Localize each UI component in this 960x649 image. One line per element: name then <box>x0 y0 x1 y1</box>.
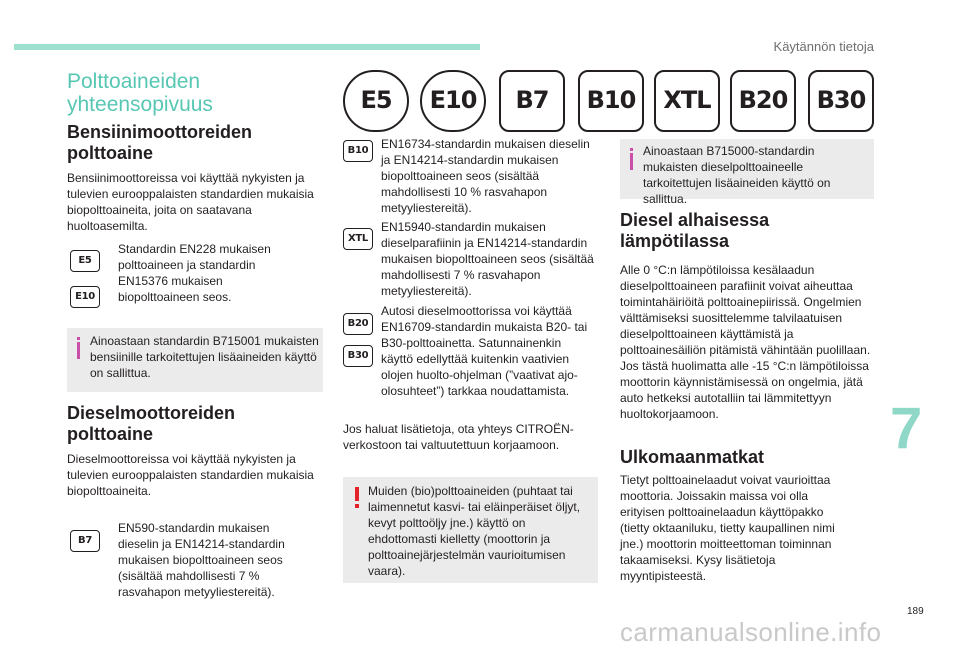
b20-b30-text: Autosi dieselmoottorissa voi käyttää EN16709-standardin mukaista B20- tai B30-polttoainetta. Satunnainenkin käyttö edellyttää kuitenkin vaativien olojen huolto-ohjelman (”vaativat ajo-olosuhteet”) tarkkaa noudattamista. <box>381 304 588 398</box>
fuel-badge-e10: E10 <box>420 70 486 132</box>
fuel-badge-b10: B10 <box>578 70 644 132</box>
b10-text: EN16734-standardin mukaisen dieselin ja EN14214-standardin mukaisen biopolttoaineen seos (sisältää mahdollisesti 10 % rasvahapon metyyliestereitä). <box>381 137 590 215</box>
diesel-intro: Dieselmoottoreissa voi käyttää nykyisten ja tulevien eurooppalaisten standardien mukaisia biopolttoaineita. <box>67 452 314 498</box>
info-icon <box>630 153 633 170</box>
warning-text: Muiden (bio)polttoaineiden (puhtaat tai laimennetut kasvi- tai eläinperäiset öljyt, kevyt polttoöljy jne.) käyttö on ehdottomasti kielletty (moottorin ja polttoainejärjestelmän vaurioitumisen vaara). <box>368 484 581 578</box>
fuel-badge-b20: B20 <box>730 70 796 132</box>
diesel-heading: Dieselmoottoreiden polttoaine <box>67 403 236 444</box>
low-temp-text: Alle 0 °C:n lämpötiloissa kesälaadun dieselpolttoaineen parafiinit voivat aiheuttaa toimintahäiriöitä polttoainepiirissä. Ongelmien välttämiseksi suosittelemme talvilaatuisen dieselpolttoaineen käyttämistä ja polttoainesäiliön pitämistä vähintään puolillaan. Jos tästä huolimatta alle -15 °C:n lämpötiloissa moottorin käynnistämisessä on ongelmia, jätä auto hetkeksi autotalliin tai lämmitettyyn huoltokorjaamoon. <box>620 263 871 421</box>
badge-b20: B20 <box>343 313 373 335</box>
warning-note <box>343 477 598 583</box>
badge-xtl: XTL <box>343 228 373 250</box>
badge-e10: E10 <box>70 286 100 308</box>
petrol-intro: Bensiinimoottoreissa voi käyttää nykyisten ja tulevien eurooppalaisten standardien mukaisia biopolttoaineita, joita on saatavana huoltoasemilta. <box>67 171 314 233</box>
petrol-badge-text: Standardin EN228 mukaisen polttoaineen ja standardin EN15376 mukaisen biopolttoaineen seos. <box>118 242 271 304</box>
petrol-heading: Bensiinimoottoreiden polttoaine <box>67 122 253 163</box>
watermark: carmanualsonline.info <box>620 617 882 647</box>
petrol-note <box>67 328 323 392</box>
abroad-text: Tietyt polttoainelaadut voivat vaurioittaa moottoria. Joissakin maissa voi olla erityisen polttoainelaadun käyttöpakko (tietty oktaaniluku, tietty kaupallinen nimi jne.) moottorin moitteettoman toiminnan takaamiseksi. Kysy lisätietoja myyntipisteestä. <box>620 473 835 583</box>
warning-icon <box>355 487 359 501</box>
xtl-text: EN15940-standardin mukaisen dieselparafiinin ja EN14214-standardin mukaisen biopolttoaineen seos (sisältää mahdollisesti 7 % rasvahapon metyyliestereitä). <box>381 220 594 298</box>
diesel-note <box>620 139 874 206</box>
fuel-badge-e5: E5 <box>343 70 409 132</box>
fuel-badge-b7: B7 <box>499 70 565 132</box>
page-title: Polttoaineiden yhteensopivuus <box>67 70 213 116</box>
info-icon <box>77 342 80 359</box>
petrol-note-text: Ainoastaan standardin B715001 mukaisten bensiinille tarkoitettujen lisäaineiden käyttö on sallittua. <box>90 334 319 380</box>
low-temp-heading: Diesel alhaisessa lämpötilassa <box>620 210 770 251</box>
contact-text: Jos haluat lisätietoja, ota yhteys CITROËN-verkostoon tai valtuutettuun korjaamoon. <box>343 422 574 452</box>
badge-e5: E5 <box>70 250 100 272</box>
badge-b7: B7 <box>70 530 100 552</box>
diesel-note-text: Ainoastaan B715000-standardin mukaisten dieselpolttoaineelle tarkoitettujen lisäaineiden käyttö on sallittua. <box>643 144 831 206</box>
fuel-badge-xtl: XTL <box>654 70 720 132</box>
abroad-heading: Ulkomaanmatkat <box>620 447 765 467</box>
section-label: Käytännön tietoja <box>773 39 874 54</box>
badge-b30: B30 <box>343 345 373 367</box>
header-accent-bar <box>14 44 480 50</box>
page-number: 189 <box>907 606 924 617</box>
fuel-badge-b30: B30 <box>808 70 874 132</box>
chapter-number: 7 <box>890 396 923 461</box>
b7-text: EN590-standardin mukaisen dieselin ja EN14214-standardin mukaisen biopolttoaineen seos (sisältää mahdollisesti 7 % rasvahapon metyyliestereitä). <box>118 521 285 599</box>
badge-b10: B10 <box>343 140 373 162</box>
